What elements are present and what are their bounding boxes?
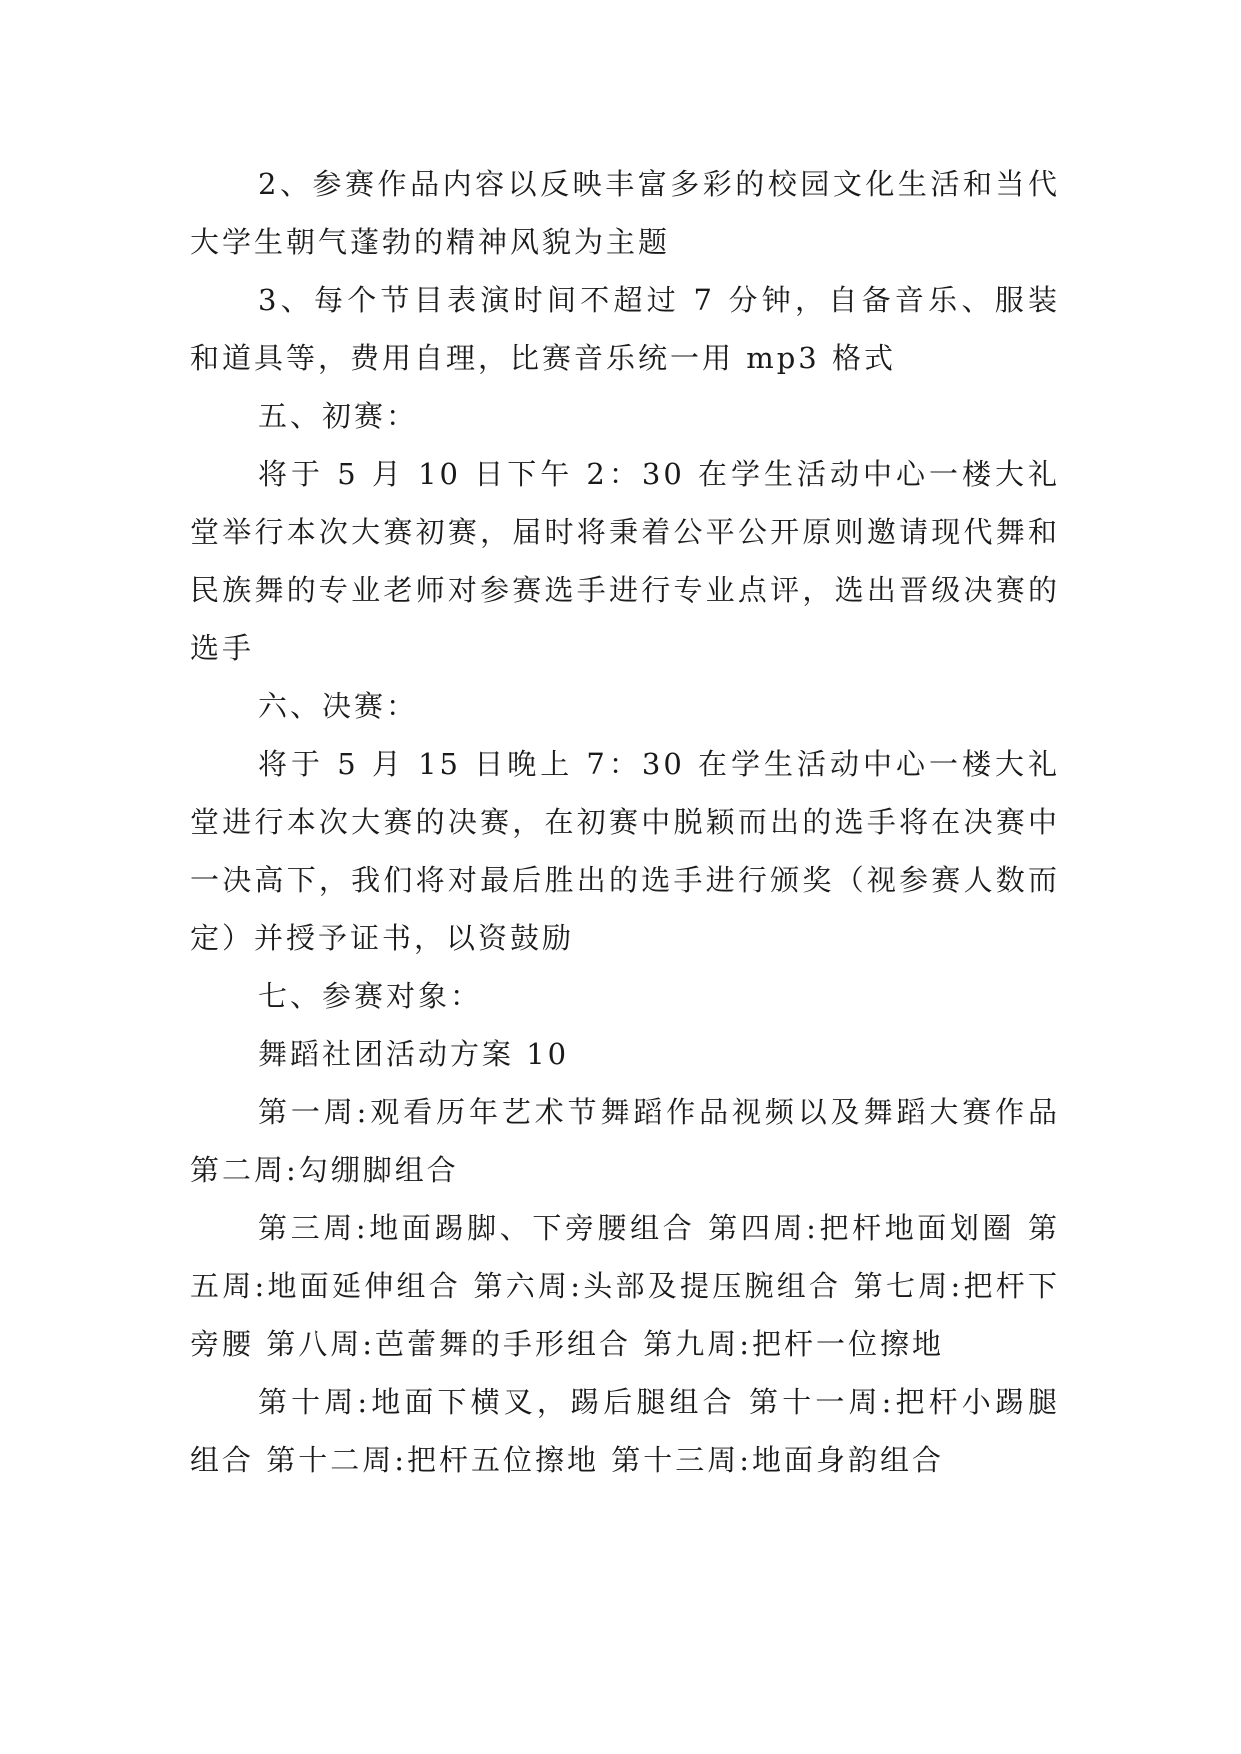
- document-body: [190, 155, 1060, 1489]
- paragraph-performance-time: 3、每个节目表演时间不超过 7 分钟，自备音乐、服装和道具等，费用自理，比赛音乐统一用 mp3 格式: [190, 283, 1060, 375]
- heading-preliminary: 五、初赛：: [258, 399, 419, 433]
- paragraph-weeks-3-9: 第三周:地面踢脚、下旁腰组合 第四周:把杆地面划圈 第五周:地面延伸组合 第六周:头部及提压腕组合 第七周:把杆下旁腰 第八周:芭蕾舞的手形组合 第九周:把杆一位擦地: [190, 1211, 1060, 1361]
- paragraph-weeks-10-13: 第十周:地面下横叉，踢后腿组合 第十一周:把杆小踢腿组合 第十二周:把杆五位擦地 第十三周:地面身韵组合: [190, 1385, 1060, 1477]
- paragraph-final-details: 将于 5 月 15 日晚上 7：30 在学生活动中心一楼大礼堂进行本次大赛的决赛，在初赛中脱颖而出的选手将在决赛中一决高下，我们将对最后胜出的选手进行颁奖（视参赛人数而定）并授予证书，以资鼓励: [190, 747, 1060, 955]
- paragraph-entry-theme: 2、参赛作品内容以反映丰富多彩的校园文化生活和当代大学生朝气蓬勃的精神风貌为主题: [190, 167, 1060, 259]
- heading-dance-club-plan: 舞蹈社团活动方案 10: [258, 1037, 570, 1071]
- paragraph-weeks-1-2: 第一周:观看历年艺术节舞蹈作品视频以及舞蹈大赛作品 第二周:勾绷脚组合: [190, 1095, 1060, 1187]
- paragraph-preliminary-details: 将于 5 月 10 日下午 2：30 在学生活动中心一楼大礼堂举行本次大赛初赛，届时将秉着公平公开原则邀请现代舞和民族舞的专业老师对参赛选手进行专业点评，选出晋级决赛的选手: [190, 457, 1060, 665]
- heading-participants: 七、参赛对象：: [258, 979, 483, 1013]
- heading-final: 六、决赛：: [258, 689, 419, 723]
